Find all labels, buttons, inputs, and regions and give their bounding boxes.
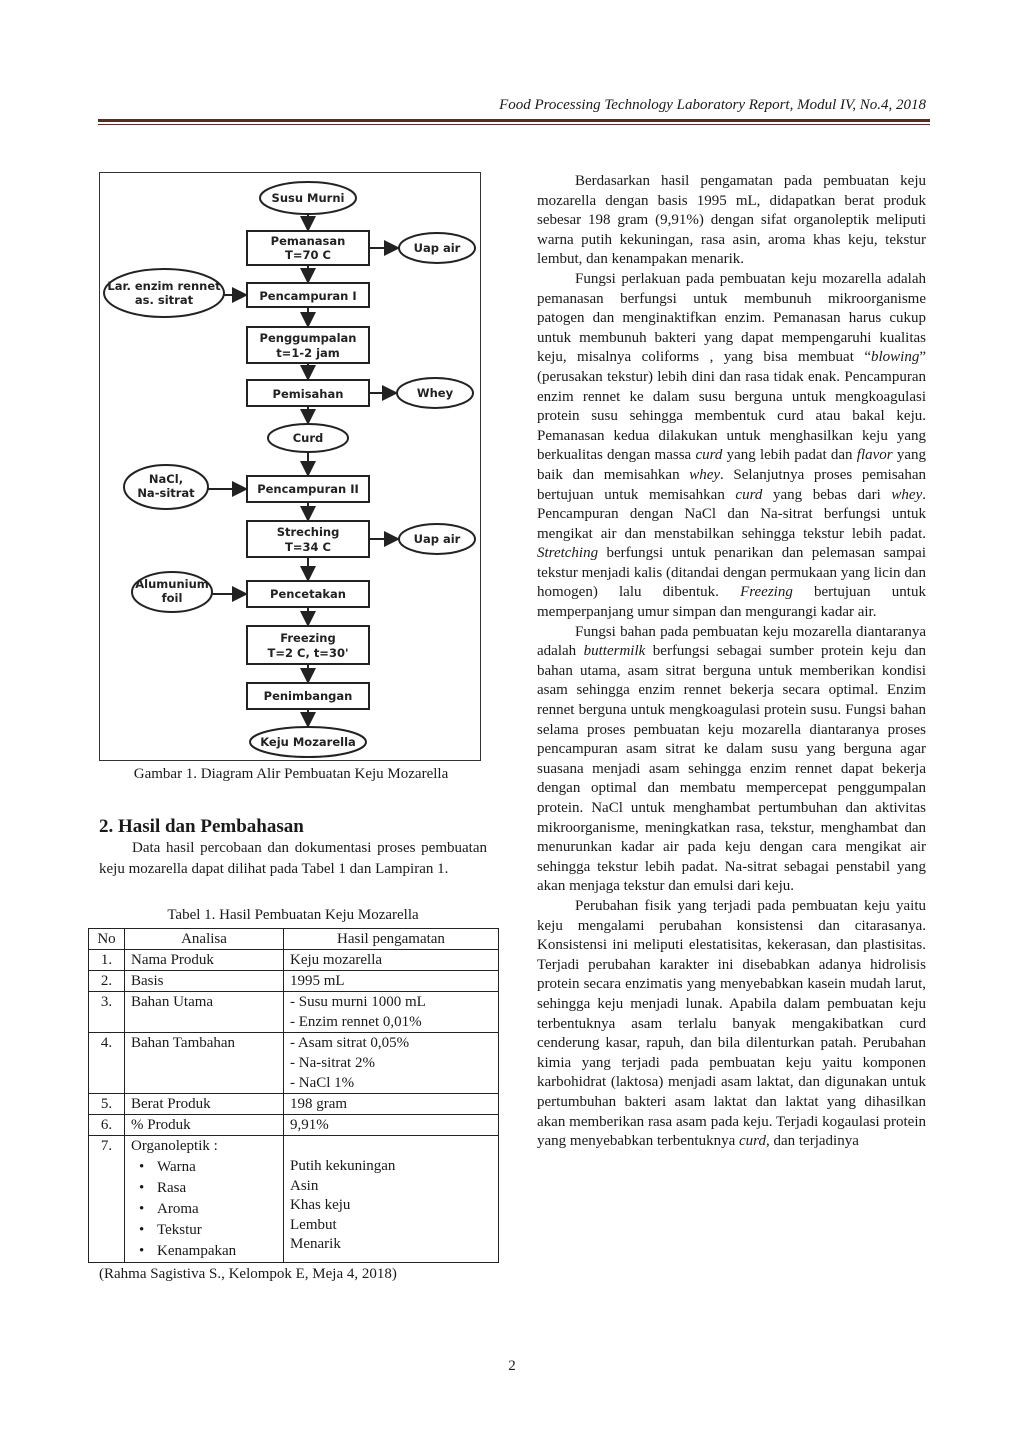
cell-hasil-line: 198 gram [290,1096,348,1112]
text-run: Fungsi perlakuan pada pembuatan keju mozarella adalah pemanasan berfungsi untuk membunuh mikroorganisme patogen dan menginaktifkan enzim. Pemanasan harus cukup untuk membunuh bakteri yang dapat mempengaruhi kualitas keju, misalnya coliforms , yang bisa membuat “ [537,270,926,366]
header-rule-thin [98,124,930,125]
node-penimbangan-label: Penimbangan [263,689,353,703]
cell-hasil-line: - Asam sitrat 0,05% [290,1035,410,1051]
node-penggumpalan-l1: Penggumpalan [259,331,357,345]
cell-hasil [284,1136,499,1263]
node-freezing-l2: T=2 C, t=30' [267,646,349,660]
organoleptik-value: Menarik [290,1236,341,1252]
node-penggumpalan-l2: t=1-2 jam [276,346,340,360]
node-pencampuran-2-label: Pencampuran II [257,482,359,496]
cell-no: 3. [89,992,125,1033]
node-end-label: Keju Mozarella [260,735,356,749]
table-row-organoleptik [89,1136,499,1263]
side-foil-l2: foil [161,591,183,605]
text-run: berfungsi untuk penarikan dan pelemasan sampai tekstur menjadi kalis (ditandai dengan permukaan yang licin dan homogen) lalu dibentuk. [537,545,926,601]
organoleptik-item: • Kenampakan [131,1241,277,1262]
text-run: . Pencampuran dengan NaCl dan Na-sitrat berfungsi untuk mengikat air dan menstabilkan sehingga tekstur lebih padat. [537,486,926,542]
cell-analisa: Basis [125,971,284,992]
organoleptik-value: Lembut [290,1216,337,1233]
side-rennet-l2: as. sitrat [134,293,194,307]
italic-term: blowing [870,349,920,366]
cell-analisa: Bahan Utama [125,992,284,1033]
italic-term: Freezing [740,584,793,601]
figure-caption: Gambar 1. Diagram Alir Pembuatan Keju Mozarella [133,766,449,782]
node-pemisahan-label: Pemisahan [272,387,344,401]
col-analisa: Analisa [125,929,284,950]
cell-hasil-line: Keju mozarella [290,952,383,968]
header-rule-thick [98,119,930,122]
cell-hasil [284,1115,499,1136]
section-intro: Data hasil percobaan dan dokumentasi proses pembuatan keju mozarella dapat dilihat pada Tabel 1 dan Lampiran 1. [99,840,487,877]
italic-term: curd [735,486,763,503]
text-run: Perubahan fisik yang terjadi pada pembuatan keju yaitu keju mengalami perubahan konsistensi dan citarasanya. Konsistensi ini meliputi elestatisitas, kekerasan, dan plastisitas. Terjadi perubahan karakter ini disebabkan adanya hidrolisis protein secara enzimatis yang menyebabkan kasein mudah larut, sehingga keju menjadi lunak. Apabila dalam pembuatan keju terbentuknya asam terlalu banyak mengakibatkan curd cenderung kasar, rapuh, dan bila dilenturkan patah. Perubahan kimia yang terjadi pada pembuatan keju yaitu komponen karbohidrat (laktosa) menjadi asam laktat, dan digunakan untuk pertumbuhan bakteri asam laktat dan laktat yang dihasilkan akan memberikan rasa asam pada keju. Terjadi kogaulasi protein yang menyebabkan terbentuknya [537,897,926,1150]
table-row [89,950,499,971]
text-run: bertujuan untuk memperpanjang umur simpan dan mengurangi kadar air. [537,584,926,621]
node-pemanasan-l1: Pemanasan [270,234,346,248]
side-whey-label: Whey [416,386,454,400]
text-run: yang bebas dari [762,486,892,503]
cell-hasil-line: - NaCl 1% [290,1075,355,1091]
cell-hasil [284,1094,499,1115]
table-row [89,992,499,1033]
table-body [89,950,499,1263]
cell-analisa [125,1136,284,1263]
table-source: (Rahma Sagistiva S., Kelompok E, Meja 4, 2018) [99,1266,397,1282]
flowchart-figure [99,172,481,761]
cell-analisa: Berat Produk [125,1094,284,1115]
cell-no: 4. [89,1033,125,1094]
node-streching-l1: Streching [276,525,340,539]
cell-no: 6. [89,1115,125,1136]
side-uap-air-1-label: Uap air [413,241,461,255]
side-nacl-l1: NaCl, [148,472,184,486]
table-row [89,1094,499,1115]
cell-hasil-line: - Enzim rennet 0,01% [290,1014,422,1030]
organoleptik-value: Putih kekuningan [290,1158,396,1174]
cell-analisa: Bahan Tambahan [125,1033,284,1094]
organoleptik-value: Asin [290,1177,319,1194]
journal-header: Food Processing Technology Laboratory Report, Modul IV, No.4, 2018 [499,97,926,113]
table-row [89,1115,499,1136]
cell-hasil-line: 1995 mL [290,973,345,989]
cell-hasil-line: 9,91% [290,1117,329,1133]
cell-hasil [284,950,499,971]
italic-term: whey [891,486,923,503]
organoleptik-item: • Tekstur [131,1220,277,1241]
text-run: yang lebih padat dan [722,447,857,464]
side-rennet-l1: Lar. enzim rennet [107,279,221,293]
flowchart-diagram [100,173,482,762]
col-no: No [89,929,125,950]
cell-hasil-line: - Na-sitrat 2% [290,1055,375,1071]
organoleptik-item: • Warna [131,1157,277,1178]
node-start-label: Susu Murni [271,191,345,205]
paragraph-treatment [537,270,926,623]
organoleptik-value: Khas keju [290,1197,351,1213]
paragraph-changes [537,897,926,1152]
cell-hasil [284,1033,499,1094]
cell-hasil [284,971,499,992]
node-pencampuran-1-label: Pencampuran I [259,289,357,303]
cell-analisa: % Produk [125,1115,284,1136]
cell-no: 1. [89,950,125,971]
text-run: ” (perusakan tekstur) lebih dini dan rasa tidak enak. Pencampuran enzim rennet ke dalam susu berguna untuk mengkoagulasi protein susu sehingga membentuk curd atau bakal keju. Pemanasan kedua dilakukan untuk menghasilkan keju yang berkualitas dengan massa [537,349,926,464]
side-uap-air-2-label: Uap air [413,532,461,546]
cell-analisa: Nama Produk [125,950,284,971]
text-run: berfungsi sebagai sumber protein keju dan bahan utama, asam sitrat berguna untuk memberikan kondisi asam sehingga enzim rennet bekerja secara optimal. Enzim rennet berguna untuk mengkoagulasi protein susu. Fungsi bahan selama proses pembuatan keju mozarella diantaranya proses pencampuran asam sitrat ke dalam susu yang berguna agar suasana menjadi asam sehingga enzim rennet dapat bekerja dengan optimal dan membatu mempercepat penggumpalan protein. NaCl untuk menghambat pertumbuhan dan aktivitas mikroorganisme, meningkatkan rasa, tekstur, menghambat dan menurunkan kadar air pada keju dengan cara mengikat air sehingga tekstur lebih padat. Na-sitrat sebagai penstabil yang akan menjaga tekstur dan emulsi dari keju. [537,643,927,895]
organoleptik-item: • Aroma [131,1199,277,1220]
side-foil-l1: Alumunium [135,577,209,591]
text-run: yang baik dan memisahkan [537,447,926,483]
cell-hasil [284,992,499,1033]
table-row [89,1033,499,1094]
table-header-row [89,929,499,950]
side-nacl-l2: Na-sitrat [137,486,195,500]
organoleptik-item: • Rasa [131,1178,277,1199]
cell-no: 2. [89,971,125,992]
italic-term: Stretching [537,545,599,562]
table-row [89,971,499,992]
italic-term: whey [689,466,721,483]
organoleptik-label: Organoleptik : [131,1138,218,1154]
italic-term: flavor [856,447,893,464]
paragraph-ingredients [537,623,926,897]
italic-term: buttermilk [583,643,646,660]
results-table [88,928,499,1263]
italic-term: curd [695,447,723,464]
node-curd-label: Curd [292,431,324,445]
cell-hasil-line: - Susu murni 1000 mL [290,994,426,1010]
page-number: 2 [508,1358,516,1374]
node-pencetakan-label: Pencetakan [270,587,346,601]
paragraph-results: Berdasarkan hasil pengamatan pada pembuatan keju mozarella dengan basis 1995 mL, didapatkan berat produk sebesar 198 gram (9,91%) dengan sifat organoleptik meliputi warna putih kekuningan, rasa asin, aroma khas keju, tekstur lembut, dan kenampakan menarik. [537,173,926,268]
section-title: 2. Hasil dan Pembahasan [99,816,304,837]
cell-no: 7. [89,1136,125,1263]
node-streching-l2: T=34 C [285,540,331,554]
node-freezing-l1: Freezing [280,631,336,645]
right-column [537,172,926,1152]
text-run: Fungsi bahan pada pembuatan keju mozarella diantaranya adalah [537,623,926,660]
text-run: . Selanjutnya proses pemisahan bertujuan untuk memisahkan [537,466,927,503]
cell-no: 5. [89,1094,125,1115]
table-caption: Tabel 1. Hasil Pembuatan Keju Mozarella [167,907,419,923]
col-hasil: Hasil pengamatan [284,929,499,950]
text-run: , dan terjadinya [765,1133,859,1150]
node-pemanasan-l2: T=70 C [285,248,331,262]
italic-term: curd [739,1133,766,1150]
